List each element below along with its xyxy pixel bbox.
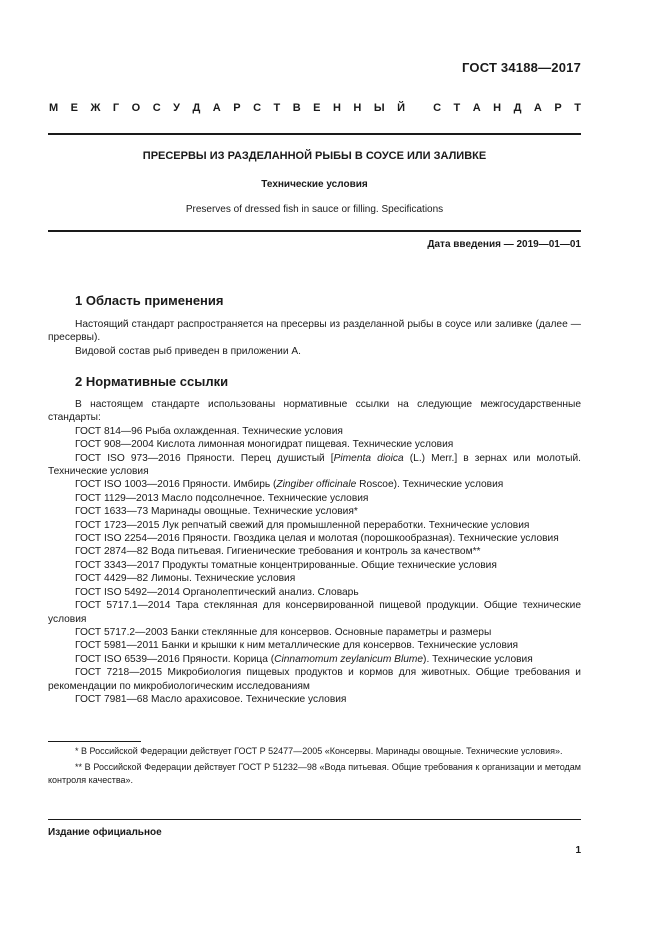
section-2-body [48,398,581,706]
interstate-letter [418,102,421,114]
interstate-letter: С [253,102,262,114]
interstate-letter: А [472,102,481,114]
interstate-letter: О [131,102,141,114]
reference-item: ГОСТ 1633—73 Маринады овощные. Технические условия* [75,506,358,518]
document-number: ГОСТ 34188—2017 [462,60,581,75]
interstate-letter: Т [574,102,581,114]
interstate-letter: Е [70,102,78,114]
reference-item: ГОСТ 908—2004 Кислота лимонная моногидрат пищевая. Технические условия [75,439,454,451]
footer-rule [48,819,581,820]
section-1-body [48,318,581,358]
interstate-letter: Н [353,102,362,114]
interstate-letter: Р [554,102,562,114]
reference-item: ГОСТ ISO 2254—2016 Пряности. Гвоздика целая и молотая (порошкообразная). Технические условия [75,533,559,545]
reference-item: ГОСТ 814—96 Рыба охлажденная. Технические условия [75,425,343,437]
official-edition-label: Издание официальное [48,827,162,838]
section-1-paragraph: Видовой состав рыб приведен в приложении А. [75,345,302,357]
reference-item: ГОСТ 1129—2013 Масло подсолнечное. Технические условия [75,492,369,504]
reference-item: ГОСТ 4429—82 Лимоны. Технические условия [75,573,296,585]
interstate-letter: Д [192,102,201,114]
reference-item: ГОСТ ISO 973—2016 Пряности. Перец душистый [Pimenta dioica (L.) Merr.] в зернах или молотый. Технические условия [48,452,581,478]
reference-item: ГОСТ ISO 5492—2014 Органолептический анализ. Словарь [75,586,359,598]
latin-name: Cinnamomum zeylanicum Blume [274,653,424,665]
reference-item: ГОСТ 2874—82 Вода питьевая. Гигиенические требования и контроль за качеством** [75,546,481,558]
interstate-letter: Н [332,102,341,114]
interstate-letter: Е [313,102,321,114]
interstate-letter: Ж [90,102,101,114]
section-2-intro: В настоящем стандарте использованы нормативные ссылки на следующие межгосударственные стандарты: [48,399,581,424]
section-1-paragraph: Настоящий стандарт распространяется на пресервы из разделанной рыбы в соусе или заливке (далее — пресервы). [48,319,581,344]
document-subtitle: Технические условия [261,179,368,190]
interstate-letter: Т [453,102,461,114]
reference-item: ГОСТ 3343—2017 Продукты томатные концентрированные. Общие технические условия [75,559,497,571]
interstate-letter: А [212,102,221,114]
document-title: ПРЕСЕРВЫ ИЗ РАЗДЕЛАННОЙ РЫБЫ В СОУСЕ ИЛИ ЗАЛИВКЕ [142,150,487,162]
latin-name: Pimenta dioica [333,452,404,464]
interstate-letter: Й [397,102,406,114]
interstate-letter: С [152,102,161,114]
reference-item: ГОСТ 1723—2015 Лук репчатый свежий для промышленной переработки. Технические условия [75,519,530,531]
section-2-heading: 2 Нормативные ссылки [75,374,229,389]
reference-item: ГОСТ 7981—68 Масло арахисовое. Технические условия [75,693,347,705]
interstate-letter: Т [273,102,281,114]
interstate-letter: А [533,102,542,114]
reference-item: ГОСТ 7218—2015 Микробиология пищевых продуктов и кормов для животных. Общие требования и рекомендации по микробиологическим исследованиям [48,667,581,692]
interstate-letter: С [433,102,442,114]
interstate-letter: Р [233,102,241,114]
reference-item: ГОСТ 5717.1—2014 Тара стеклянная для консервированной пищевой продукции. Общие технические условия [48,600,581,625]
interstate-letter: Ы [373,102,385,114]
interstate-letter: М [49,102,59,114]
interstate-letter: Д [513,102,522,114]
english-title: Preserves of dressed fish in sauce or filling. Specifications [185,204,444,215]
header-rule [48,133,581,135]
title-rule [48,230,581,232]
footnote: * В Российской Федерации действует ГОСТ Р 52477—2005 «Консервы. Маринады овощные. Технические условия». [75,746,563,756]
section-1-heading: 1 Область применения [75,293,224,308]
footnote: ** В Российской Федерации действует ГОСТ Р 51232—98 «Вода питьевая. Общие требования к организации и методам контроля качества». [48,761,581,785]
interstate-standard-label [49,102,581,114]
reference-item: ГОСТ ISO 6539—2016 Пряности. Корица (Cinnamomum zeylanicum Blume). Технические условия [75,653,533,665]
interstate-letter: В [292,102,301,114]
reference-item: ГОСТ 5981—2011 Банки и крышки к ним металлические для консервов. Технические условия [75,640,519,652]
footnotes [48,745,581,789]
page-number: 1 [575,845,581,856]
footnote-rule [48,741,141,742]
latin-name: Zingiber officinale [276,479,357,491]
interstate-letter: У [173,102,180,114]
introduction-date: Дата введения — 2019—01—01 [427,239,581,250]
reference-item: ГОСТ 5717.2—2003 Банки стеклянные для консервов. Основные параметры и размеры [75,626,492,638]
reference-item: ГОСТ ISO 1003—2016 Пряности. Имбирь (Zingiber officinale Roscoe). Технические условия [75,479,504,491]
interstate-letter: Н [493,102,502,114]
interstate-letter: Г [112,102,120,114]
